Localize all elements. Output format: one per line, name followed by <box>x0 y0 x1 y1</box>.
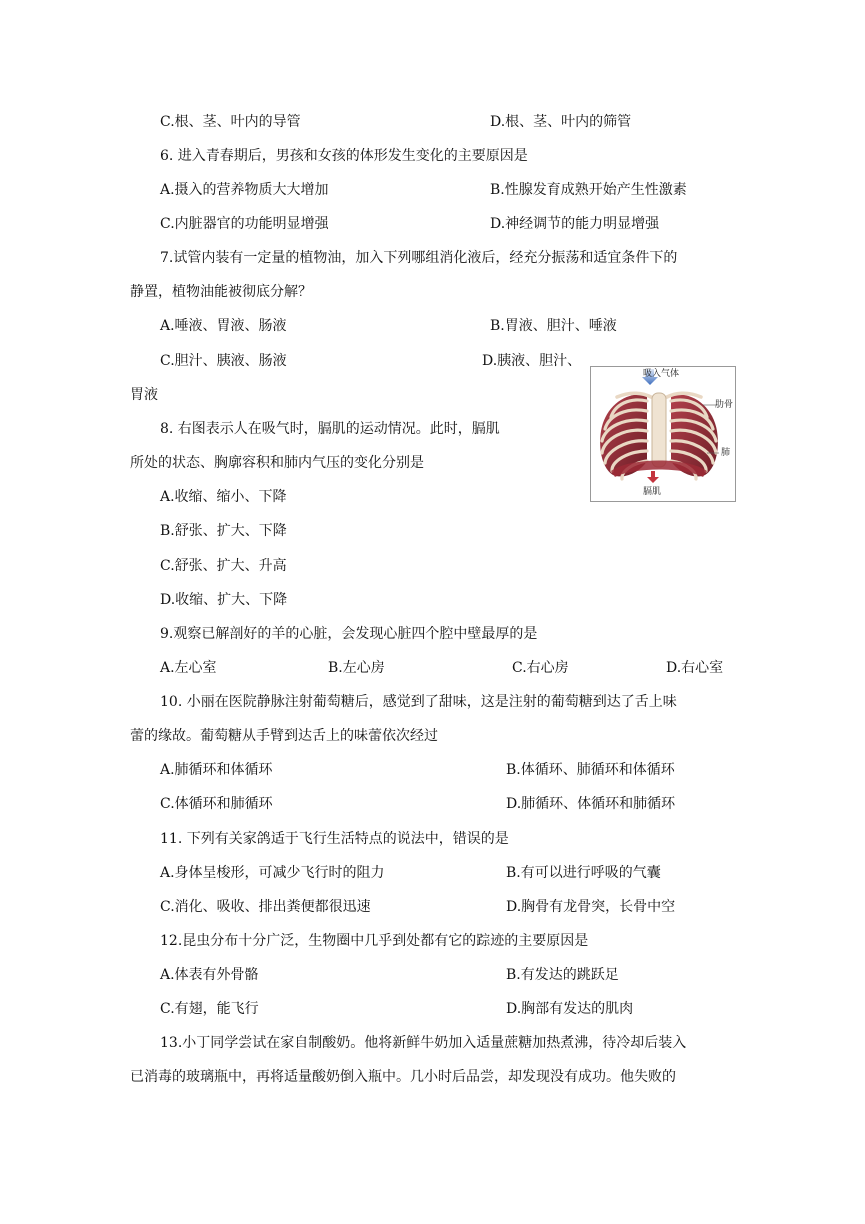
q7-option-b: B.胃液、胆汁、唾液 <box>490 318 617 334</box>
q10-option-b: B.体循环、肺循环和体循环 <box>506 762 675 778</box>
q12-option-d: D.胸部有发达的肌肉 <box>506 1001 634 1017</box>
q7-option-d-wrap: 胃液 <box>130 387 158 403</box>
lung-label: 肺 <box>721 448 731 458</box>
q5-option-c: C.根、茎、叶内的导管 <box>160 114 301 130</box>
q9-option-c: C.右心房 <box>512 660 569 676</box>
q6-option-b: B.性腺发育成熟开始产生性激素 <box>490 182 687 198</box>
q6-option-d: D.神经调节的能力明显增强 <box>490 216 660 232</box>
q9-stem: 9.观察已解剖好的羊的心脏，会发现心脏四个腔中壁最厚的是 <box>160 626 538 642</box>
q8-option-d: D.收缩、扩大、下降 <box>160 592 288 608</box>
q8-stem-line1: 8. 右图表示人在吸气时，膈肌的运动情况。此时，膈肌 <box>160 421 500 437</box>
q7-option-c: C.胆汁、胰液、肠液 <box>160 353 287 369</box>
q7-option-a: A.唾液、胃液、肠液 <box>160 318 287 334</box>
q6-option-c: C.内脏器官的功能明显增强 <box>160 216 329 232</box>
q6-stem: 6. 进入青春期后，男孩和女孩的体形发生变化的主要原因是 <box>160 148 528 164</box>
q5-option-d: D.根、茎、叶内的筛管 <box>490 114 632 130</box>
q11-option-b: B.有可以进行呼吸的气囊 <box>506 865 661 881</box>
q7-stem-line1: 7.试管内装有一定量的植物油，加入下列哪组消化液后，经充分振荡和适宜条件下的 <box>160 250 678 266</box>
q7-option-d: D.胰液、胆汁、 <box>482 353 582 369</box>
q12-stem: 12.昆虫分布十分广泛，生物圈中几乎到处都有它的踪迹的主要原因是 <box>160 933 589 949</box>
q8-option-a: A.收缩、缩小、下降 <box>160 489 287 505</box>
q9-option-d: D.右心室 <box>666 660 724 676</box>
q13-stem-line1: 13.小丁同学尝试在家自制酸奶。他将新鲜牛奶加入适量蔗糖加热煮沸，待冷却后装入 <box>160 1035 687 1051</box>
q13-stem-line2: 已消毒的玻璃瓶中，再将适量酸奶倒入瓶中。几小时后品尝，却发现没有成功。他失败的 <box>130 1069 676 1085</box>
q10-option-a: A.肺循环和体循环 <box>160 762 273 778</box>
q9-option-a: A.左心室 <box>160 660 217 676</box>
ribcage-illustration <box>591 367 735 501</box>
q10-option-d: D.肺循环、体循环和肺循环 <box>506 796 676 812</box>
q9-option-b: B.左心房 <box>328 660 385 676</box>
q11-option-c: C.消化、吸收、排出粪便都很迅速 <box>160 899 371 915</box>
inhale-label: 吸入气体 <box>643 369 680 379</box>
q12-option-c: C.有翅，能飞行 <box>160 1001 259 1017</box>
q10-option-c: C.体循环和肺循环 <box>160 796 273 812</box>
q8-option-b: B.舒张、扩大、下降 <box>160 523 287 539</box>
q8-stem-line2: 所处的状态、胸廓容积和肺内气压的变化分别是 <box>130 455 424 471</box>
q11-stem: 11. 下列有关家鸽适于飞行生活特点的说法中，错误的是 <box>160 831 509 847</box>
q12-option-b: B.有发达的跳跃足 <box>506 967 619 983</box>
q6-option-a: A.摄入的营养物质大大增加 <box>160 182 329 198</box>
rib-label: 肋骨 <box>715 400 734 410</box>
ribcage-figure <box>590 366 736 502</box>
down-arrow-icon <box>647 471 659 483</box>
q11-option-d: D.胸骨有龙骨突，长骨中空 <box>506 899 676 915</box>
q8-option-c: C.舒张、扩大、升高 <box>160 558 287 574</box>
q10-stem-line1: 10. 小丽在医院静脉注射葡萄糖后，感觉到了甜味，这是注射的葡萄糖到达了舌上味 <box>160 694 677 710</box>
q11-option-a: A.身体呈梭形，可减少飞行时的阻力 <box>160 865 385 881</box>
diaphragm-label: 膈肌 <box>643 487 662 497</box>
sternum-shape <box>652 393 666 467</box>
q10-stem-line2: 蕾的缘故。葡萄糖从手臂到达舌上的味蕾依次经过 <box>130 728 438 744</box>
q12-option-a: A.体表有外骨骼 <box>160 967 259 983</box>
q7-stem-line2: 静置，植物油能被彻底分解？ <box>130 284 312 300</box>
